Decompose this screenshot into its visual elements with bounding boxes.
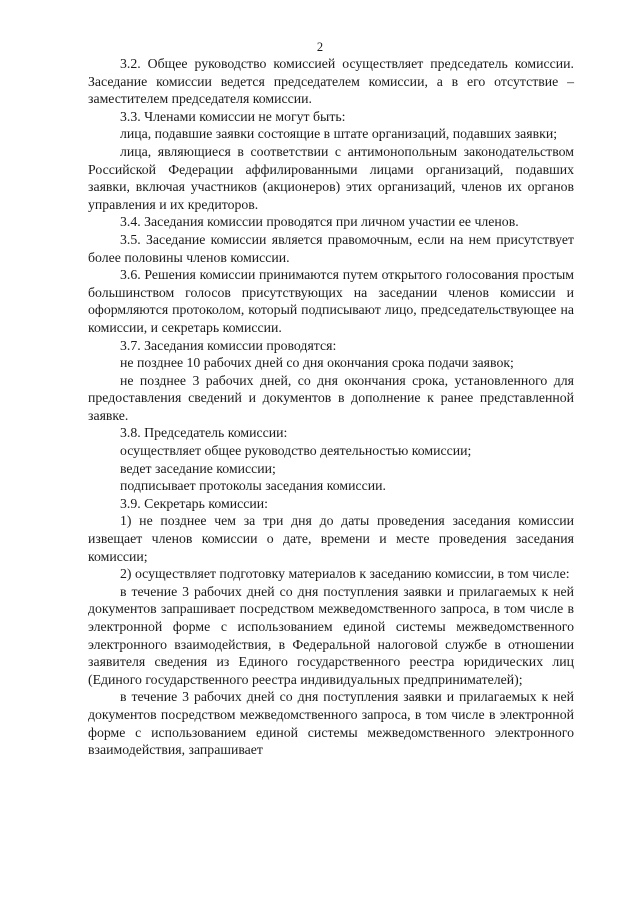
- paragraph: 3.6. Решения комиссии принимаются путем открытого голосования простым большинством голосов присутствующих на заседании членов комиссии и оформляются протоколом, который подписывают лицо, председательствующее на комиссии, и секретарь комиссии.: [88, 267, 574, 335]
- paragraph: 2) осуществляет подготовку материалов к заседанию комиссии, в том числе:: [120, 566, 570, 582]
- paragraph: осуществляет общее руководство деятельностью комиссии;: [120, 443, 472, 459]
- paragraph: 3.9. Секретарь комиссии:: [120, 495, 268, 511]
- paragraph: 1) не позднее чем за три дня до даты проведения заседания комиссии извещает членов комиссии о дате, времени и месте проведения заседания комиссии;: [88, 513, 574, 564]
- paragraph: 3.3. Членами комиссии не могут быть:: [120, 108, 346, 124]
- paragraph: лица, подавшие заявки состоящие в штате организаций, подавших заявки;: [120, 126, 558, 142]
- paragraph: в течение 3 рабочих дней со дня поступления заявки и прилагаемых к ней документов посредством межведомственного запроса, в том числе в электронной форме с использованием единой системы межведомственного электронного взаимодействия, запрашивает: [88, 689, 574, 758]
- paragraph: подписывает протоколы заседания комиссии.: [120, 478, 386, 494]
- paragraph: 3.8. Председатель комиссии:: [120, 425, 288, 441]
- paragraph: лица, являющиеся в соответствии с антимонопольным законодательством Российской Федерации аффилированными лицами организаций, подавших заявки, включая участников (акционеров) этих организаций, членов их органов управления и их кредиторов.: [88, 143, 574, 212]
- paragraph: 3.2. Общее руководство комиссией осуществляет председатель комиссии. Заседание комиссии ведется председателем комиссии, а в его отсутствие – заместителем председателя комиссии.: [88, 56, 574, 107]
- document-body: [88, 55, 574, 759]
- paragraph: 3.5. Заседание комиссии является правомочным, если на нем присутствует более половины членов комиссии.: [88, 231, 574, 265]
- paragraph: ведет заседание комиссии;: [120, 460, 276, 476]
- paragraph: не позднее 10 рабочих дней со дня окончания срока подачи заявок;: [120, 355, 514, 371]
- paragraph: 3.7. Заседания комиссии проводятся:: [120, 337, 337, 353]
- paragraph: не позднее 3 рабочих дней, со дня окончания срока, установленного для предоставления сведений и документов в дополнение к ранее представленной заявке.: [88, 372, 574, 423]
- paragraph: 3.4. Заседания комиссии проводятся при личном участии ее членов.: [120, 214, 519, 230]
- page-number: 2: [316, 40, 324, 54]
- paragraph: в течение 3 рабочих дней со дня поступления заявки и прилагаемых к ней документов запрашивает посредством межведомственного запроса, в том числе в электронной форме с использованием единой системы межведомственного электронного взаимодействия, в Федеральной налоговой службе в отношении заявителя сведения из Единого государственного реестра юридических лиц (Единого государственного реестра индивидуальных предпринимателей);: [88, 583, 574, 687]
